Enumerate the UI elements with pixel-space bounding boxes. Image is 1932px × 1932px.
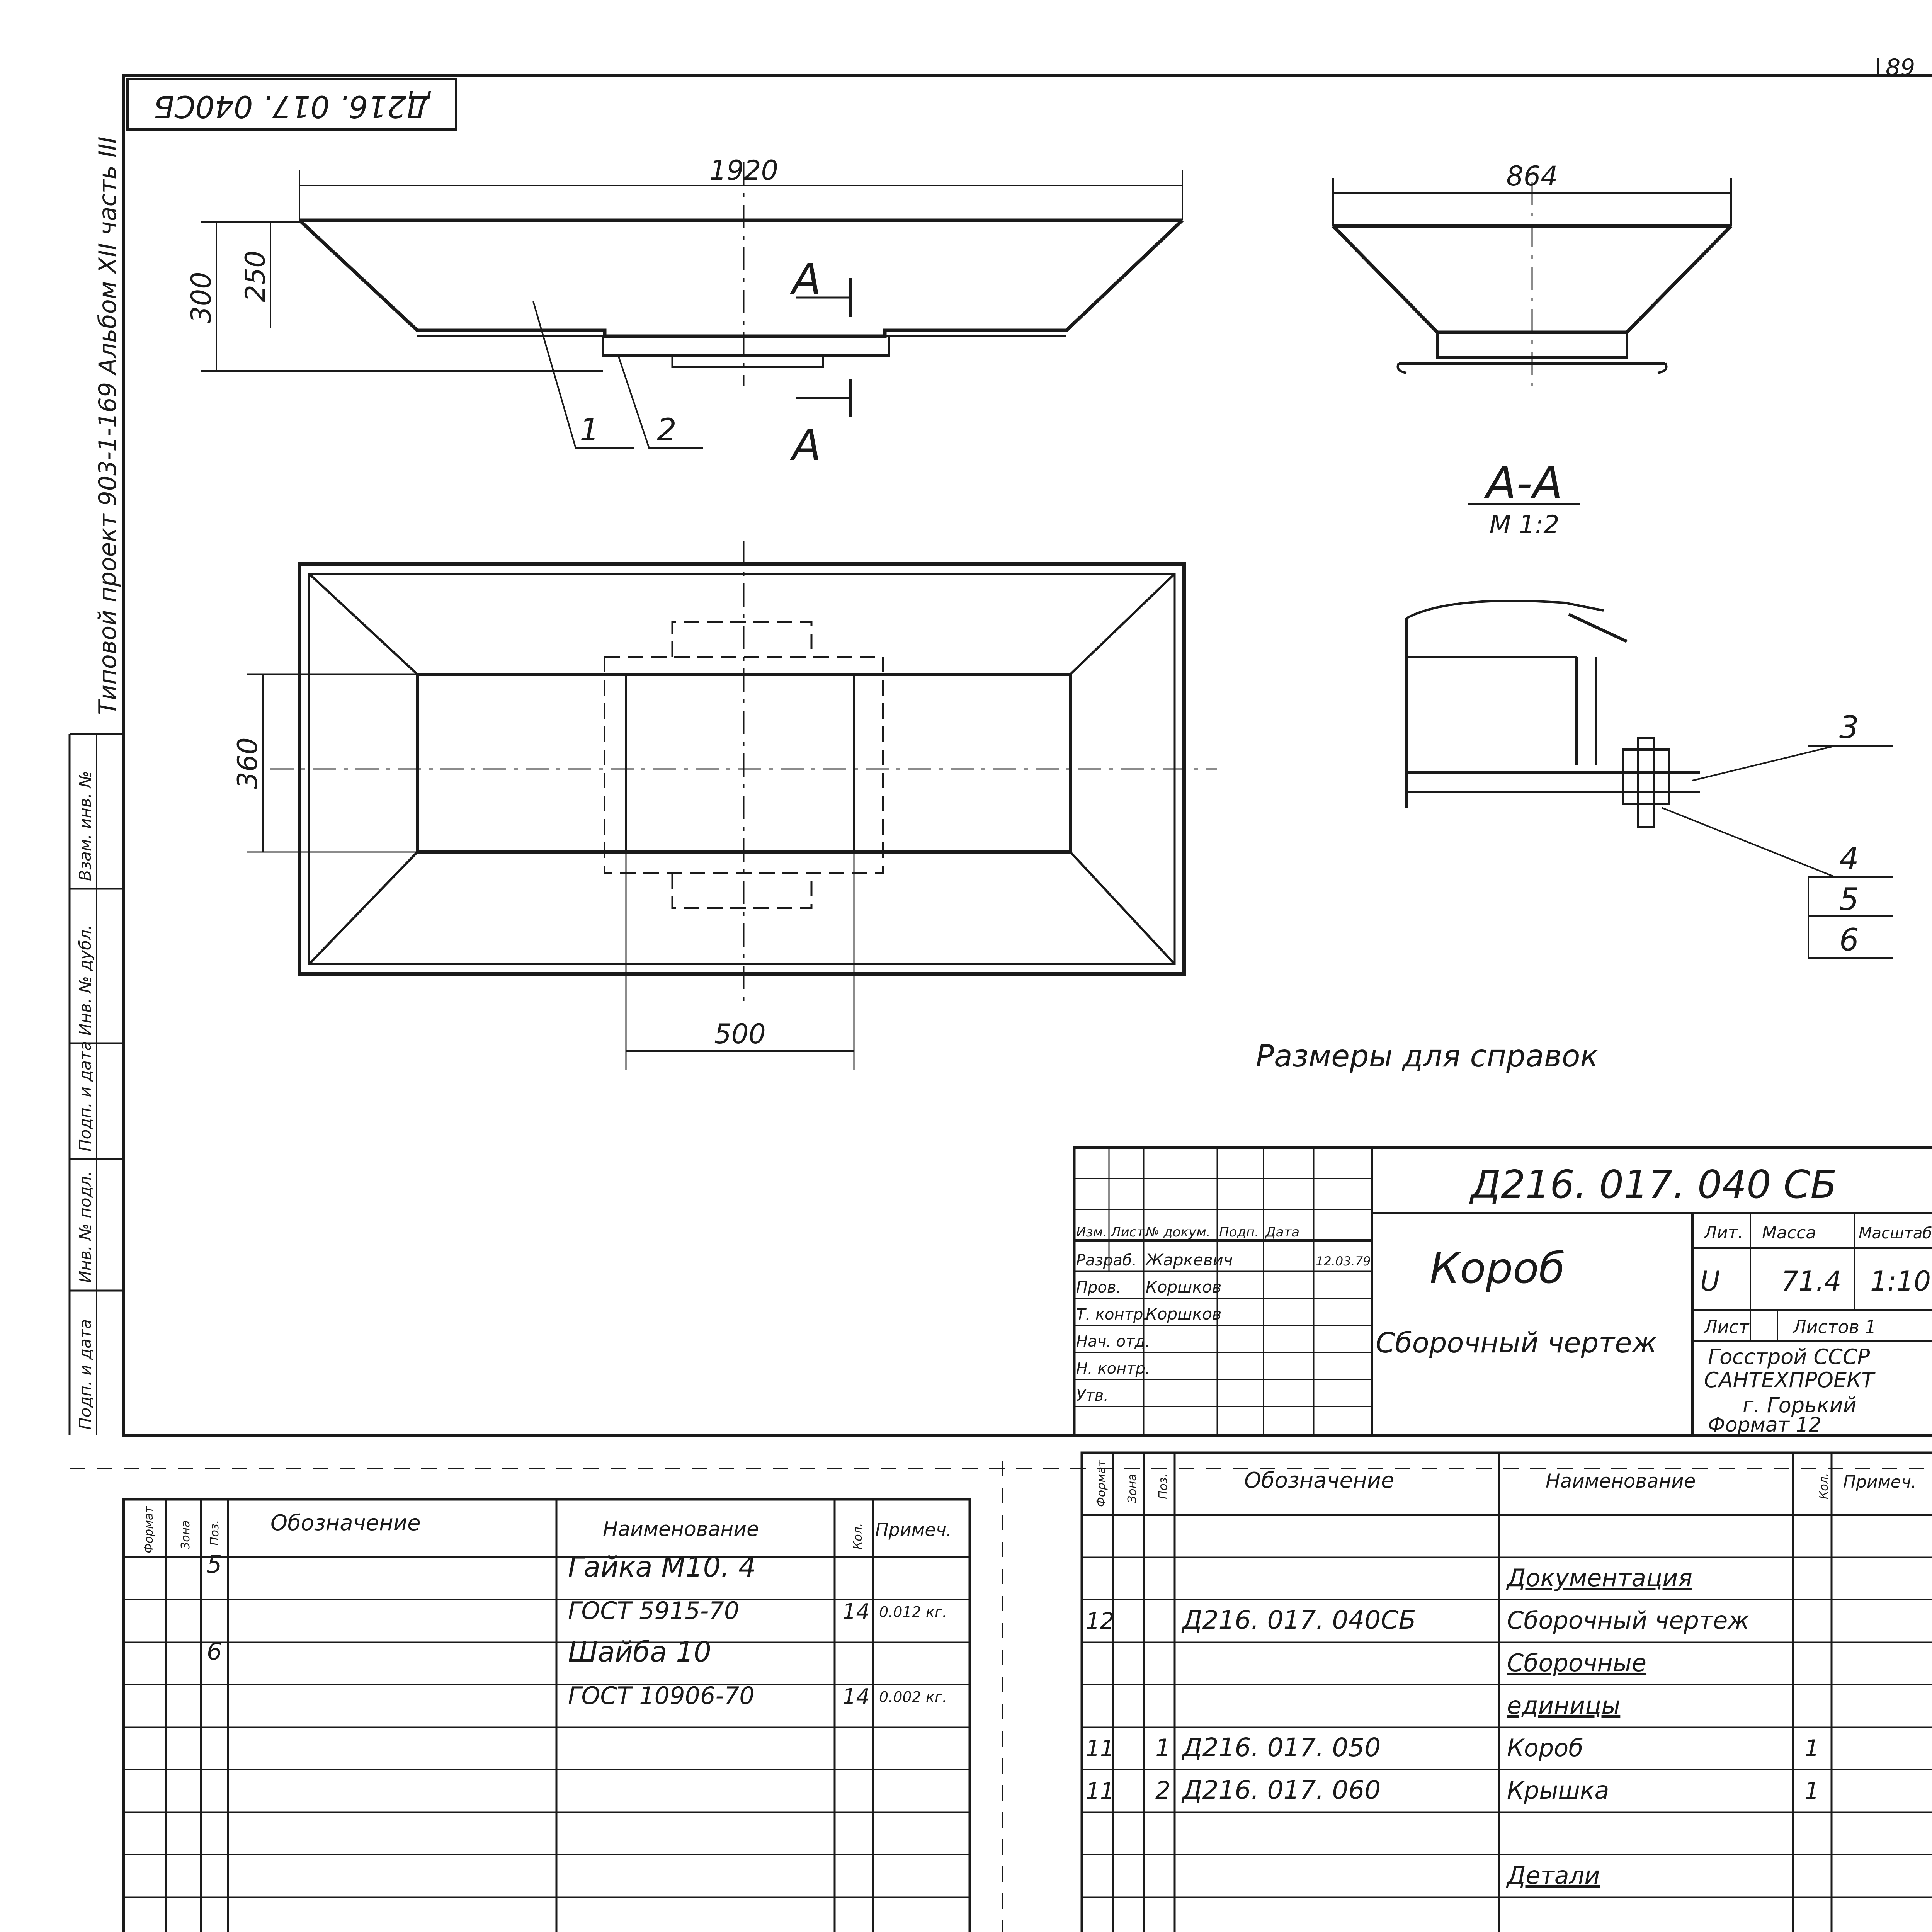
person-3: Коршков xyxy=(1146,1304,1222,1323)
right-row-3-name: Сборочные xyxy=(1507,1649,1647,1677)
right-hdr-format: Формат xyxy=(1095,1460,1108,1507)
right-row-2-designation: Д216. 017. 040СБ xyxy=(1182,1605,1416,1635)
spec-left xyxy=(70,1499,970,1932)
hdr-sheet: Лист xyxy=(1111,1225,1145,1240)
role-3: Т. контр. xyxy=(1076,1306,1148,1323)
format: Формат 12 xyxy=(1708,1413,1821,1437)
scale-label: Масштаб xyxy=(1859,1225,1932,1242)
person-2: Коршков xyxy=(1146,1277,1222,1296)
left-row-1 xyxy=(207,1550,756,1583)
left-hdr-note: Примеч. xyxy=(875,1519,952,1540)
dim-1920: 1920 xyxy=(709,155,779,186)
role-1: Разраб. xyxy=(1076,1252,1137,1269)
side-view xyxy=(1333,160,1731,386)
right-row-5-designation: Д216. 017. 050 xyxy=(1182,1733,1381,1762)
scale-value: 1:10 xyxy=(1870,1265,1931,1297)
right-row-5-fmt: 11 xyxy=(1086,1735,1114,1762)
left-row-3-pos: 6 xyxy=(207,1637,222,1665)
page-number: 89 xyxy=(1886,54,1915,81)
side-cell-3: Подп. и дата xyxy=(76,1041,95,1151)
side-cell-1: Взам. инв. № xyxy=(76,770,95,881)
left-hdr-qty: Кол. xyxy=(851,1523,865,1549)
hdr-doc: № докум. xyxy=(1146,1225,1211,1240)
org-1: Госстрой СССР xyxy=(1708,1345,1870,1369)
dim-360: 360 xyxy=(232,737,264,789)
right-row-7-name: Детали xyxy=(1507,1861,1600,1889)
role-5: Н. контр. xyxy=(1076,1360,1150,1378)
hdr-date: Дата xyxy=(1265,1225,1300,1240)
left-hdr-zone: Зона xyxy=(179,1520,192,1549)
sheet-label: Лист xyxy=(1704,1316,1749,1337)
callout-4: 4 xyxy=(1839,841,1859,877)
side-cell-2: Инв. № дубл. xyxy=(76,924,95,1036)
left-row-2 xyxy=(568,1597,947,1625)
title-designation: Д216. 017. 040 СБ xyxy=(1470,1162,1837,1207)
left-row-3 xyxy=(207,1636,711,1668)
dim-250: 250 xyxy=(240,250,271,302)
left-row-1-name: Гайка М10. 4 xyxy=(568,1551,756,1583)
right-row-5-qty: 1 xyxy=(1804,1735,1820,1762)
hdr-sign: Подп. xyxy=(1219,1225,1259,1240)
dim-500: 500 xyxy=(714,1018,766,1050)
left-row-2-note: 0.012 кг. xyxy=(879,1604,947,1621)
right-row-2-fmt: 12 xyxy=(1086,1608,1114,1634)
left-row-4 xyxy=(568,1682,947,1710)
right-row-5-name: Короб xyxy=(1507,1734,1583,1762)
side-cell-4: Инв. № подл. xyxy=(76,1171,95,1283)
section-mark-top: А xyxy=(792,254,821,304)
spec-left-grid xyxy=(124,1499,970,1932)
lit-value: U xyxy=(1700,1265,1720,1297)
left-row-4-note: 0.002 кг. xyxy=(879,1689,947,1706)
callout-2: 2 xyxy=(657,412,677,448)
date: 12.03.79 xyxy=(1316,1254,1371,1269)
note-reference-dims: Размеры для справок xyxy=(1256,1039,1599,1074)
left-row-3-name: Шайба 10 xyxy=(568,1636,711,1668)
section-title: А-А xyxy=(1486,457,1563,509)
right-row-6-name: Крышка xyxy=(1507,1776,1609,1804)
left-row-2-qty: 14 xyxy=(842,1599,870,1624)
left-row-4-name: ГОСТ 10906-70 xyxy=(568,1682,755,1710)
title-block-top xyxy=(1074,1148,1932,1437)
person-1: Жаркевич xyxy=(1146,1250,1233,1269)
lit-label: Лит. xyxy=(1704,1223,1743,1243)
right-hdr-pos: Поз. xyxy=(1156,1473,1170,1499)
right-row-1-name: Документация xyxy=(1507,1564,1692,1592)
spec-right-rows xyxy=(1086,1564,1899,1932)
hdr-change: Изм. xyxy=(1076,1225,1107,1240)
title-doc-type: Сборочный чертеж xyxy=(1376,1327,1657,1359)
spec-right xyxy=(1028,1453,1932,1932)
right-hdr-zone: Зона xyxy=(1126,1474,1139,1503)
org-2: САНТЕХПРОЕКТ xyxy=(1704,1368,1874,1392)
left-row-1-pos: 5 xyxy=(207,1550,222,1578)
top-sheet xyxy=(70,75,1932,1437)
role-4: Нач. отд. xyxy=(1076,1333,1150,1350)
title-name: Короб xyxy=(1430,1243,1565,1293)
callout-6: 6 xyxy=(1839,922,1859,958)
right-row-4-name: единицы xyxy=(1507,1691,1621,1719)
callout-3: 3 xyxy=(1839,709,1859,745)
left-row-4-qty: 14 xyxy=(842,1684,870,1709)
mass-value: 71.4 xyxy=(1781,1265,1842,1297)
org-3: г. Горький xyxy=(1743,1393,1857,1417)
front-view xyxy=(185,155,1182,470)
left-row-2-name: ГОСТ 5915-70 xyxy=(568,1597,740,1625)
stamp-designation: Д216. 017. 040СБ xyxy=(153,88,430,124)
right-hdr-note: Примеч. xyxy=(1843,1472,1917,1492)
callout-1: 1 xyxy=(580,412,599,448)
plan-view xyxy=(232,541,1217,1070)
section-scale: М 1:2 xyxy=(1489,510,1560,539)
right-row-6-fmt: 11 xyxy=(1086,1778,1114,1804)
right-row-2-name: Сборочный чертеж xyxy=(1507,1606,1750,1634)
right-hdr-designation: Обозначение xyxy=(1244,1468,1395,1493)
sheets-label: Листов 1 xyxy=(1793,1316,1876,1337)
dim-864: 864 xyxy=(1506,160,1558,192)
left-hdr-format: Формат xyxy=(142,1506,156,1553)
dim-300: 300 xyxy=(185,272,217,323)
right-row-6-qty: 1 xyxy=(1804,1777,1820,1804)
side-text-project: Типовой проект 903-1-169 Альбом XII часть III xyxy=(94,136,122,715)
mass-label: Масса xyxy=(1762,1223,1816,1243)
section-mark-bottom: А xyxy=(792,420,821,470)
side-cell-5: Подп. и дата xyxy=(76,1319,95,1430)
role-2: Пров. xyxy=(1076,1279,1121,1296)
left-hdr-designation: Обозначение xyxy=(270,1510,421,1536)
section-detail xyxy=(1406,601,1893,958)
right-hdr-qty: Кол. xyxy=(1817,1473,1831,1499)
right-row-5-pos: 1 xyxy=(1155,1734,1171,1762)
right-hdr-name: Наименование xyxy=(1546,1470,1696,1492)
right-row-6-designation: Д216. 017. 060 xyxy=(1182,1775,1381,1805)
callout-5: 5 xyxy=(1839,881,1859,917)
right-row-6-pos: 2 xyxy=(1155,1776,1171,1804)
role-6: Утв. xyxy=(1076,1387,1109,1405)
left-hdr-name: Наименование xyxy=(603,1518,759,1541)
left-hdr-pos: Поз. xyxy=(208,1520,221,1546)
